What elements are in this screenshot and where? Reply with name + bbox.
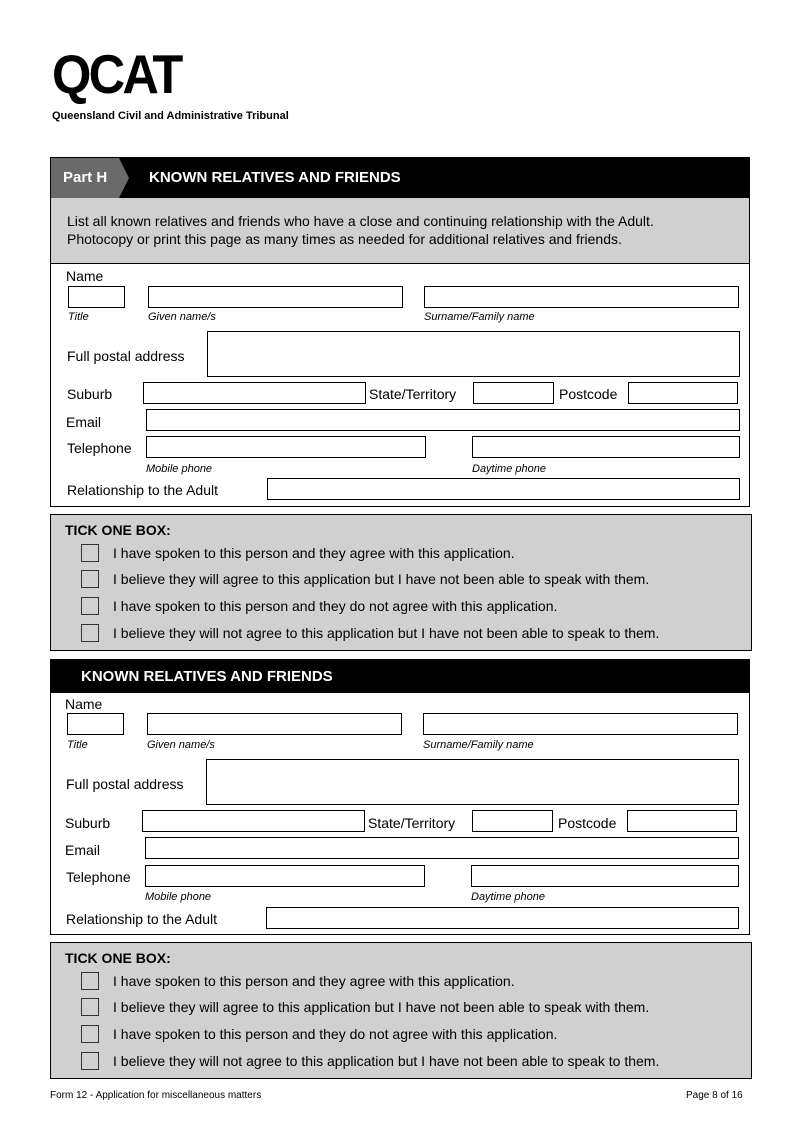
- postcode-field[interactable]: [628, 382, 738, 404]
- tick-option-label: I have spoken to this person and they agree with this application.: [113, 545, 515, 561]
- tick-option-label: I believe they will not agree to this application but I have not been able to speak to them.: [113, 625, 660, 641]
- intro-text: [51, 198, 749, 264]
- tick-option-label: I believe they will agree to this application but I have not been able to speak with them.: [113, 999, 650, 1015]
- section-header: [51, 660, 749, 693]
- relative-section-2: [50, 659, 750, 935]
- relationship-field[interactable]: [267, 478, 740, 500]
- title-field[interactable]: [67, 713, 124, 735]
- postal-address-label: Full postal address: [66, 776, 184, 792]
- tick-title: TICK ONE BOX:: [65, 522, 171, 538]
- given-name-field[interactable]: [148, 286, 403, 308]
- postcode-field[interactable]: [627, 810, 737, 832]
- mobile-phone-field[interactable]: [145, 865, 425, 887]
- postcode-label: Postcode: [559, 386, 618, 402]
- postal-address-field[interactable]: [207, 331, 740, 377]
- title-caption: Title: [67, 739, 88, 751]
- tick-option-label: I have spoken to this person and they do not agree with this application.: [113, 598, 558, 614]
- surname-caption: Surname/Family name: [424, 311, 535, 323]
- daytime-phone-caption: Daytime phone: [472, 463, 546, 475]
- checkbox-believe-agree[interactable]: [81, 998, 99, 1016]
- given-name-field[interactable]: [147, 713, 402, 735]
- postal-address-field[interactable]: [206, 759, 739, 805]
- telephone-label: Telephone: [67, 440, 132, 456]
- state-label: State/Territory: [368, 815, 456, 831]
- surname-field[interactable]: [423, 713, 738, 735]
- mobile-phone-caption: Mobile phone: [145, 891, 212, 903]
- checkbox-agree[interactable]: [81, 972, 99, 990]
- given-name-caption: Given name/s: [147, 739, 215, 751]
- postal-address-label: Full postal address: [67, 348, 185, 364]
- email-label: Email: [66, 414, 102, 430]
- tick-option-label: I believe they will agree to this application but I have not been able to speak with them.: [113, 571, 650, 587]
- email-field[interactable]: [145, 837, 739, 859]
- qcat-logo: QCAT: [52, 43, 181, 105]
- name-label: Name: [66, 268, 104, 284]
- relative-section-1: [50, 157, 750, 507]
- suburb-field[interactable]: [143, 382, 366, 404]
- checkbox-believe-agree[interactable]: [81, 570, 99, 588]
- checkbox-agree[interactable]: [81, 544, 99, 562]
- postcode-label: Postcode: [558, 815, 617, 831]
- telephone-label: Telephone: [66, 869, 131, 885]
- checkbox-disagree[interactable]: [81, 1025, 99, 1043]
- relationship-field[interactable]: [266, 907, 739, 929]
- relationship-label: Relationship to the Adult: [66, 911, 217, 927]
- name-label: Name: [65, 696, 103, 712]
- surname-caption: Surname/Family name: [423, 739, 534, 751]
- section-title: KNOWN RELATIVES AND FRIENDS: [149, 169, 401, 186]
- checkbox-disagree[interactable]: [81, 597, 99, 615]
- email-field[interactable]: [146, 409, 740, 431]
- relationship-label: Relationship to the Adult: [67, 482, 218, 498]
- organisation-name: Queensland Civil and Administrative Tribunal: [52, 110, 289, 122]
- tick-title: TICK ONE BOX:: [65, 950, 171, 966]
- footer-page-number: Page 8 of 16: [686, 1090, 743, 1101]
- surname-field[interactable]: [424, 286, 739, 308]
- email-label: Email: [65, 842, 101, 858]
- section-header: [51, 158, 749, 198]
- state-label: State/Territory: [369, 386, 457, 402]
- tick-box-section-2: [50, 942, 752, 1079]
- daytime-phone-field[interactable]: [471, 865, 739, 887]
- mobile-phone-field[interactable]: [146, 436, 426, 458]
- state-field[interactable]: [472, 810, 553, 832]
- intro-line-2: Photocopy or print this page as many times as needed for additional relatives and friends.: [67, 231, 622, 247]
- mobile-phone-caption: Mobile phone: [146, 463, 213, 475]
- suburb-label: Suburb: [67, 386, 113, 402]
- tick-option-label: I believe they will not agree to this application but I have not been able to speak to them.: [113, 1053, 660, 1069]
- title-field[interactable]: [68, 286, 125, 308]
- checkbox-believe-disagree[interactable]: [81, 1052, 99, 1070]
- suburb-label: Suburb: [65, 815, 111, 831]
- daytime-phone-field[interactable]: [472, 436, 740, 458]
- given-name-caption: Given name/s: [148, 311, 216, 323]
- part-tab: Part H: [51, 158, 119, 198]
- footer-form-name: Form 12 - Application for miscellaneous matters: [50, 1090, 262, 1101]
- title-caption: Title: [68, 311, 89, 323]
- daytime-phone-caption: Daytime phone: [471, 891, 545, 903]
- state-field[interactable]: [473, 382, 554, 404]
- tick-option-label: I have spoken to this person and they do not agree with this application.: [113, 1026, 558, 1042]
- tick-option-label: I have spoken to this person and they agree with this application.: [113, 973, 515, 989]
- suburb-field[interactable]: [142, 810, 365, 832]
- tick-box-section-1: [50, 514, 752, 651]
- intro-line-1: List all known relatives and friends who have a close and continuing relationship with the Adult.: [67, 213, 654, 229]
- section-title: KNOWN RELATIVES AND FRIENDS: [81, 668, 333, 685]
- checkbox-believe-disagree[interactable]: [81, 624, 99, 642]
